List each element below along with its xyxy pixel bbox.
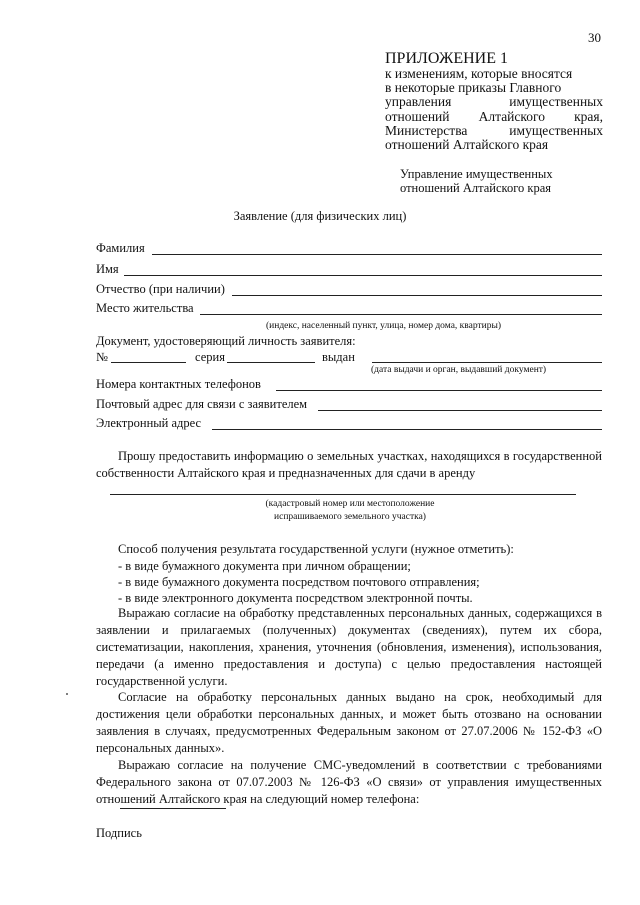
appendix-block	[385, 50, 603, 152]
addressee-line: отношений Алтайского края	[400, 181, 552, 195]
appendix-line: Министерства имущественных	[385, 122, 603, 138]
doc-series-label: серия	[195, 350, 225, 364]
doc-issued-field[interactable]	[372, 362, 602, 363]
appendix-line: управления имущественных	[385, 94, 603, 110]
phone-number-field[interactable]	[120, 808, 226, 809]
phones-label: Номера контактных телефонов	[96, 377, 261, 391]
email-field[interactable]	[212, 429, 602, 430]
appendix-line: отношений Алтайского края,	[385, 108, 603, 124]
addressee	[400, 167, 553, 195]
signature-label: Подпись	[96, 826, 142, 840]
postal-address-field[interactable]	[318, 410, 602, 411]
name-label: Имя	[96, 262, 119, 276]
delivery-heading: Способ получения результата государственной услуги (нужное отметить):	[118, 542, 514, 556]
addressee-line: Управление имущественных	[400, 167, 553, 181]
consent-paragraph: Выражаю согласие на обработку представленных персональных данных, содержащихся в заявлении и прилагаемых (полученных) документах (сведениях), путем их сбора, систематизации, накопления, хранения, уточнения (обновления, изменения), использования, передачи (а именно предоставления и доступа) с целью предоставления настоящей государственной услуги.	[96, 606, 602, 688]
patronymic-field[interactable]	[232, 295, 602, 296]
phones-field[interactable]	[276, 390, 602, 391]
delivery-option[interactable]: - в виде бумажного документа при личном обращении;	[118, 559, 411, 573]
surname-label: Фамилия	[96, 241, 145, 255]
id-document-label: Документ, удостоверяющий личность заявителя:	[96, 334, 356, 348]
patronymic-label: Отчество (при наличии)	[96, 282, 225, 296]
scan-mark	[66, 693, 68, 695]
email-label: Электронный адрес	[96, 416, 202, 430]
appendix-line: к изменениям, которые вносятся	[385, 66, 573, 81]
appendix-line: в некоторые приказы Главного	[385, 80, 562, 96]
residence-hint: (индекс, населенный пункт, улица, номер дома, квартиры)	[266, 321, 502, 331]
doc-issued-label: выдан	[322, 350, 355, 364]
doc-series-field[interactable]	[227, 362, 315, 363]
postal-address-label: Почтовый адрес для связи с заявителем	[96, 397, 308, 411]
cadastral-hint: испрашиваемого земельного участка)	[274, 512, 426, 522]
delivery-option[interactable]: - в виде бумажного документа посредством почтового отправления;	[118, 575, 480, 589]
doc-number-label: №	[96, 350, 108, 364]
page-number: 30	[588, 30, 601, 45]
name-field[interactable]	[124, 275, 602, 276]
cadastral-hint: (кадастровый номер или местоположение	[265, 499, 435, 509]
form-title: Заявление (для физических лиц)	[233, 209, 407, 223]
doc-issued-hint: (дата выдачи и орган, выдавший документ)	[371, 365, 547, 375]
request-paragraph: Прошу предоставить информацию о земельных участках, находящихся в государственной собственности Алтайского края и предназначенных для сдачи в аренду	[96, 449, 602, 480]
doc-number-field[interactable]	[111, 362, 186, 363]
surname-field[interactable]	[152, 254, 602, 255]
cadastral-field[interactable]	[110, 494, 576, 495]
consent-paragraph: Согласие на обработку персональных данных выдано на срок, необходимый для достижения цели обработки персональных данных, и может быть отозвано на основании заявления в случаях, предусмотренных Федеральным законом от 27.07.2006 № 152-ФЗ «О персональных данных».	[96, 690, 602, 755]
consent-paragraph: Выражаю согласие на получение СМС-уведомлений в соответствии с требованиями Федерального закона от 07.07.2003 № 126-ФЗ «О связи» от управления имущественных отношений Алтайского края на следующий номер телефона:	[96, 758, 602, 806]
residence-field[interactable]	[200, 314, 602, 315]
appendix-title: ПРИЛОЖЕНИЕ 1	[385, 50, 509, 67]
delivery-option[interactable]: - в виде электронного документа посредством электронной почты.	[118, 591, 473, 605]
residence-label: Место жительства	[96, 301, 194, 315]
appendix-line: отношений Алтайского края	[385, 137, 549, 153]
